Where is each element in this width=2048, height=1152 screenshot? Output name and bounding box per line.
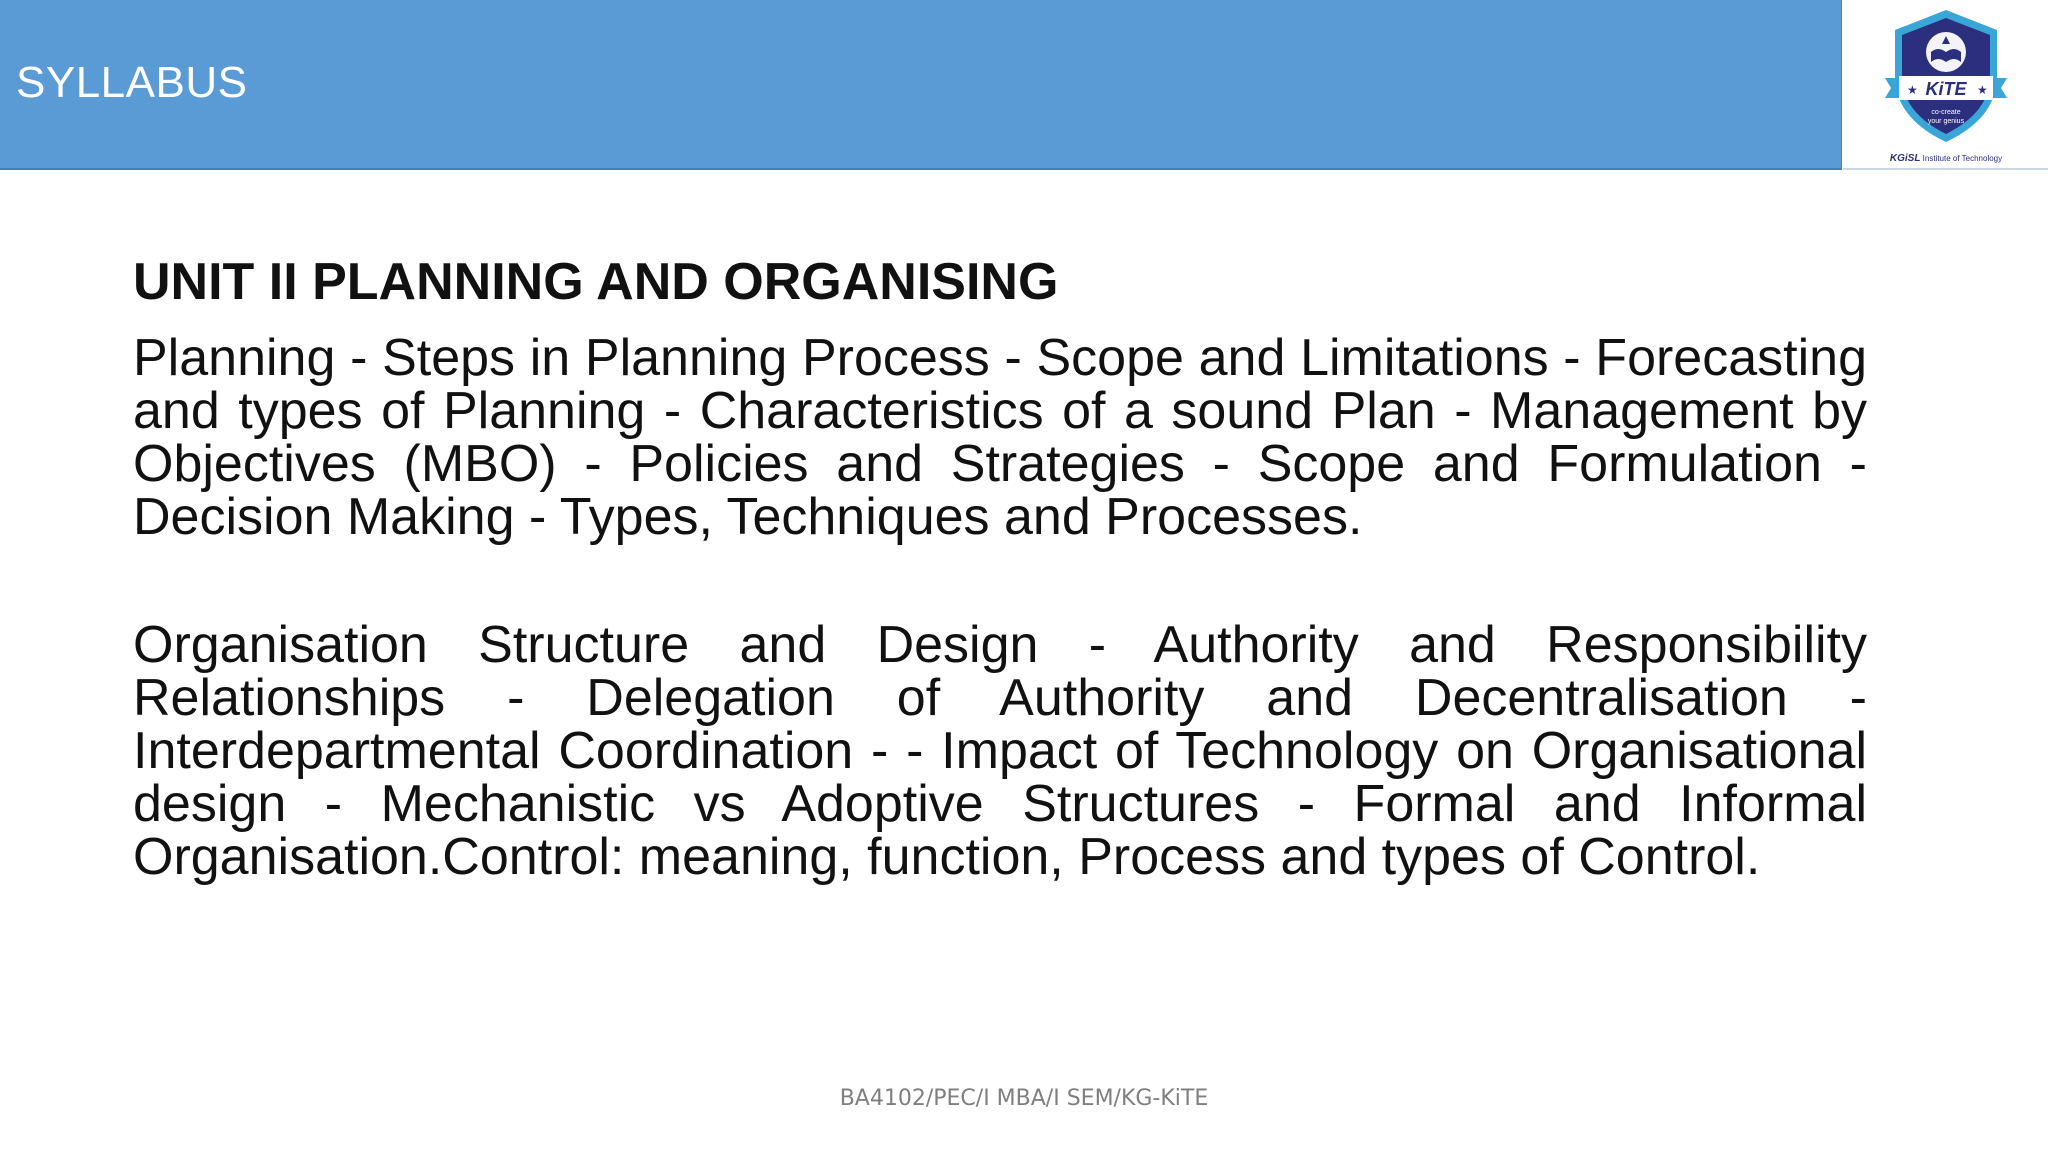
kite-logo-icon: [1865, 6, 2027, 166]
syllabus-paragraph-organising: Organisation Structure and Design - Authority and Responsibility Relationships - Delegation of Authority and Decentralisation - Interdepartmental Coordination - - Impact of Technology on Organisational design - Mechanistic vs Adoptive Structures - Formal and Informal Organisation.Control: meaning, function, Process and types of Control.: [133, 616, 1867, 886]
svg-text:★: ★: [1977, 83, 1988, 97]
svg-text:co-create: co-create: [1931, 109, 1961, 116]
svg-text:★: ★: [1907, 83, 1918, 97]
footer-course-code: BA4102/PEC/I MBA/I SEM/KG-KiTE: [839, 1086, 1209, 1111]
svg-text:KiTE: KiTE: [1925, 79, 1967, 99]
logo-container: [1843, 0, 2048, 170]
unit-heading: UNIT II PLANNING AND ORGANISING: [133, 253, 1059, 311]
syllabus-paragraph-planning: Planning - Steps in Planning Process - Scope and Limitations - Forecasting and types of Planning - Characteristics of a sound Plan - Management by Objectives (MBO) - Policies and Strategies - Scope and Formulation - Decision Making - Types, Techniques and Processes.: [133, 329, 1867, 546]
header-bar: [0, 0, 1842, 170]
svg-text:KGiSL Institute of Technology: KGiSL Institute of Technology: [1889, 153, 2003, 164]
slide-title: SYLLABUS: [16, 58, 248, 107]
svg-text:your genius: your genius: [1927, 118, 1965, 125]
